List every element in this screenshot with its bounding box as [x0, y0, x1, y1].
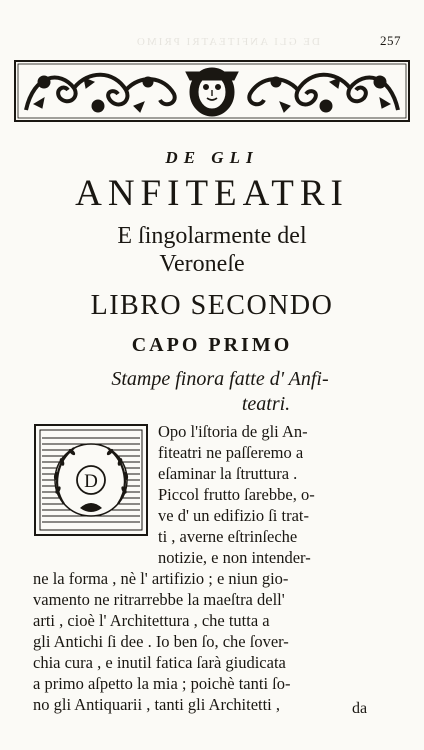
body-line: notizie, e non intender- — [158, 548, 311, 567]
chapter-heading: CAPO PRIMO — [131, 334, 293, 356]
bleed-through-text: DE GLI ANFITEATRI PRIMO — [134, 36, 320, 48]
body-line: eſaminar la ſtruttura . — [158, 464, 298, 483]
body-line: no gli Antiquarii , tanti gli Architetti , — [33, 695, 281, 714]
subtitle-line-2: Veroneſe — [159, 251, 245, 277]
chapter-rubric-line-2: teatri. — [241, 393, 291, 415]
ornamental-headpiece — [14, 60, 410, 122]
title-de-gli: DE GLI — [165, 148, 259, 167]
body-line: Opo l'iſtoria de gli An- — [158, 422, 308, 441]
body-line: fiteatri ne paſſeremo a — [158, 443, 304, 462]
subtitle-line-1: E ſingolarmente del — [117, 223, 307, 249]
main-title: ANFITEATRI — [75, 173, 349, 214]
body-line: ti , averne eſtrinſeche — [158, 527, 298, 546]
page-number: 257 — [380, 33, 401, 48]
body-line: chia cura , e inutil fatica ſarà giudicata — [33, 653, 286, 672]
book-heading: LIBRO SECONDO — [90, 290, 334, 321]
body-line: ve d' un edifizio ſi trat- — [158, 506, 309, 525]
body-line: gli Antichi ſi dee . Io ben ſo, che ſover- — [33, 632, 289, 651]
body-line: a primo aſpetto la mia ; poichè tanti ſo- — [33, 674, 291, 693]
body-line: Piccol frutto ſarebbe, o- — [158, 485, 315, 504]
body-line: arti , cioè l' Architettura , che tutta a — [33, 611, 270, 630]
chapter-rubric-line-1: Stampe finora fatte d' Anfi- — [111, 368, 329, 390]
body-line: ne la forma , nè l' artifizio ; e niun gio- — [33, 569, 289, 588]
catchword: da — [352, 700, 368, 717]
initial-letter: D — [84, 471, 98, 492]
decorated-initial — [34, 424, 148, 536]
body-line: vamento ne ritrarrebbe la maeſtra dell' — [33, 590, 285, 609]
